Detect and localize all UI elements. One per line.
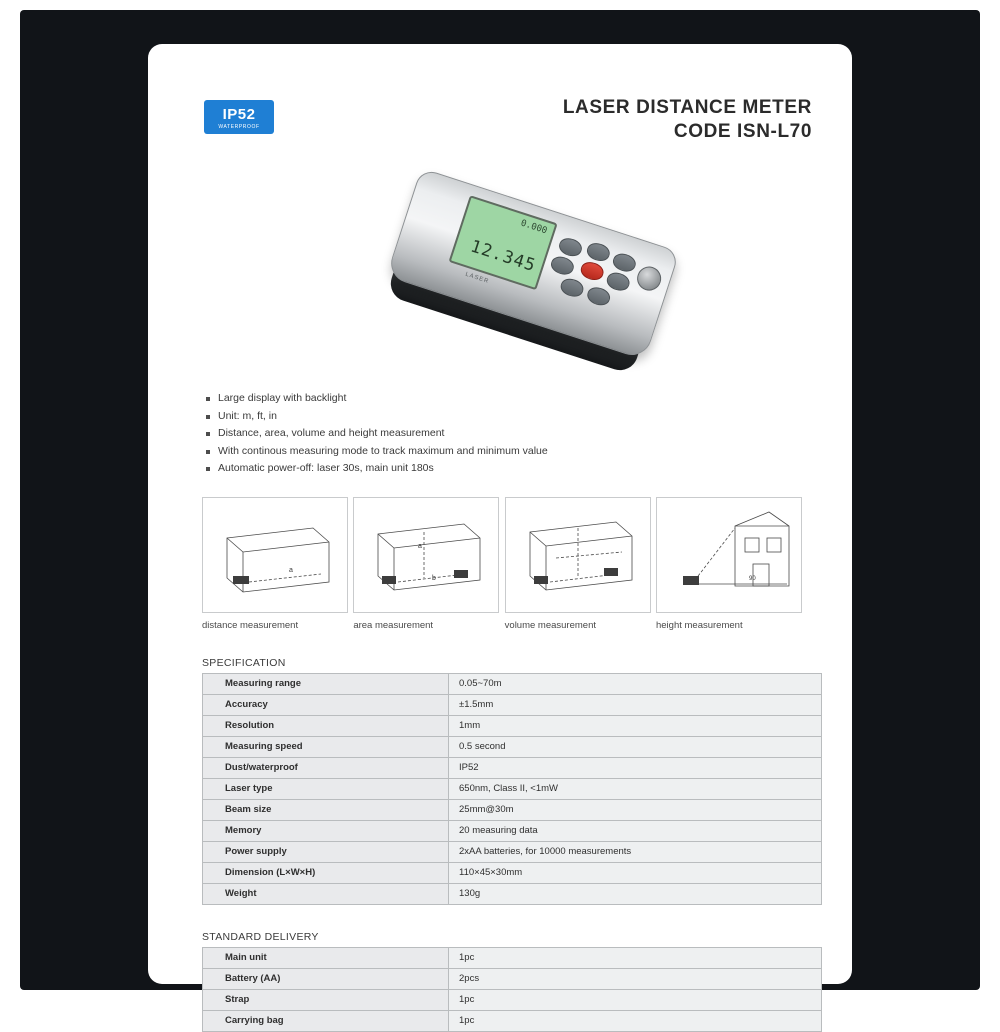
- spec-value: 130g: [449, 883, 822, 904]
- area-diagram-svg: [354, 498, 498, 612]
- svg-text:a: a: [289, 566, 293, 574]
- feature-text: Automatic power-off: laser 30s, main unit 180s: [218, 462, 434, 475]
- feature-text: Large display with backlight: [218, 392, 347, 404]
- product-image: [178, 136, 822, 386]
- spec-value: IP52: [449, 757, 822, 778]
- keypad-button-4: [549, 254, 576, 277]
- table-row: [203, 694, 822, 715]
- list-item: [206, 427, 822, 440]
- spec-value: 0.5 second: [449, 736, 822, 757]
- keypad-button-3: [611, 251, 638, 274]
- spec-value: 1mm: [449, 715, 822, 736]
- table-row: [203, 883, 822, 904]
- spec-value: 2xAA batteries, for 10000 measurements: [449, 841, 822, 862]
- diagram-area: [353, 497, 499, 631]
- diagram-caption: area measurement: [353, 619, 434, 631]
- diagram-caption: distance measurement: [202, 619, 299, 631]
- spec-key: Laser type: [203, 778, 449, 799]
- table-row: [203, 736, 822, 757]
- product-code: CODE ISN-L70: [673, 120, 812, 142]
- spec-key: Accuracy: [203, 694, 449, 715]
- bullet-square-icon: [206, 415, 210, 419]
- table-row: [203, 757, 822, 778]
- spec-key: Weight: [203, 883, 449, 904]
- table-row: [203, 799, 822, 820]
- spec-key: Dust/waterproof: [203, 757, 449, 778]
- specification-table: [202, 673, 822, 905]
- keypad-button-2: [585, 240, 612, 263]
- feature-text: Distance, area, volume and height measurement: [218, 427, 445, 440]
- keypad-button-5: [605, 270, 632, 293]
- svg-text:b: b: [432, 574, 437, 582]
- table-row: [203, 673, 822, 694]
- spec-value: 25mm@30m: [449, 799, 822, 820]
- product-datasheet: [148, 44, 852, 1027]
- keypad-button-6: [558, 276, 585, 299]
- spec-key: Resolution: [203, 715, 449, 736]
- height-diagram-svg: [657, 498, 801, 612]
- laser-meter-illustration: [378, 168, 678, 385]
- bullet-square-icon: [206, 450, 210, 454]
- list-item: [206, 462, 822, 475]
- ip-rating-badge: [204, 100, 274, 134]
- keypad-button-measure: [579, 259, 606, 282]
- spec-value: 20 measuring data: [449, 820, 822, 841]
- spec-key: Memory: [203, 820, 449, 841]
- keypad-button-1: [557, 236, 584, 259]
- delivery-heading: STANDARD DELIVERY: [202, 930, 319, 943]
- diagram-caption: volume measurement: [504, 619, 597, 631]
- feature-text: With continous measuring mode to track maximum and minimum value: [218, 444, 548, 457]
- ip-rating-sublabel: WATERPROOF: [218, 124, 260, 130]
- table-row: [203, 1010, 822, 1031]
- delivery-value: 1pc: [449, 1010, 822, 1031]
- diagram-caption: height measurement: [655, 619, 743, 631]
- measurement-mode-diagrams: [178, 497, 822, 631]
- diagram-area-figure: [353, 497, 499, 613]
- specification-heading: SPECIFICATION: [202, 656, 286, 669]
- feature-list: [178, 392, 822, 475]
- product-title: LASER DISTANCE METER: [562, 97, 812, 118]
- spec-key: Dimension (L×W×H): [203, 862, 449, 883]
- spec-key: Power supply: [203, 841, 449, 862]
- spec-key: Measuring range: [203, 673, 449, 694]
- volume-diagram-svg: [506, 498, 650, 612]
- table-row: [203, 820, 822, 841]
- spec-key: Beam size: [203, 799, 449, 820]
- delivery-key: Carrying bag: [203, 1010, 449, 1031]
- spec-value: ±1.5mm: [449, 694, 822, 715]
- delivery-value: 1pc: [449, 947, 822, 968]
- diagram-height-figure: [656, 497, 802, 613]
- header: [178, 70, 822, 142]
- screen-primary-value: 12.345: [467, 236, 539, 277]
- table-row: [203, 778, 822, 799]
- screen-secondary-value: 0.000: [519, 218, 549, 237]
- svg-text:a: a: [418, 542, 423, 550]
- feature-text: Unit: m, ft, in: [218, 409, 277, 422]
- spec-value: 0.05~70m: [449, 673, 822, 694]
- diagram-distance-figure: [202, 497, 348, 613]
- spec-value: 650nm, Class II, <1mW: [449, 778, 822, 799]
- spec-key: Measuring speed: [203, 736, 449, 757]
- delivery-table: [202, 947, 822, 1032]
- delivery-value: 2pcs: [449, 968, 822, 989]
- delivery-key: Strap: [203, 989, 449, 1010]
- ip-rating-value: IP52: [222, 106, 256, 123]
- table-row: [203, 862, 822, 883]
- table-row: [203, 841, 822, 862]
- delivery-key: Main unit: [203, 947, 449, 968]
- diagram-height: [656, 497, 802, 631]
- bullet-square-icon: [206, 432, 210, 436]
- list-item: [206, 410, 822, 423]
- table-row: [203, 968, 822, 989]
- diagram-volume: [505, 497, 651, 631]
- delivery-value: 1pc: [449, 989, 822, 1010]
- list-item: [206, 445, 822, 458]
- bullet-square-icon: [206, 467, 210, 471]
- diagram-distance: [202, 497, 348, 631]
- table-row: [203, 947, 822, 968]
- spec-value: 110×45×30mm: [449, 862, 822, 883]
- diagram-volume-figure: [505, 497, 651, 613]
- list-item: [206, 392, 822, 405]
- delivery-key: Battery (AA): [203, 968, 449, 989]
- svg-text:90: 90: [748, 575, 756, 582]
- delivery-section: [178, 931, 822, 1032]
- device-brand-label: LASER: [464, 271, 490, 286]
- distance-diagram-svg: [203, 498, 347, 612]
- bullet-square-icon: [206, 397, 210, 401]
- keypad-button-7: [585, 285, 612, 308]
- table-row: [203, 715, 822, 736]
